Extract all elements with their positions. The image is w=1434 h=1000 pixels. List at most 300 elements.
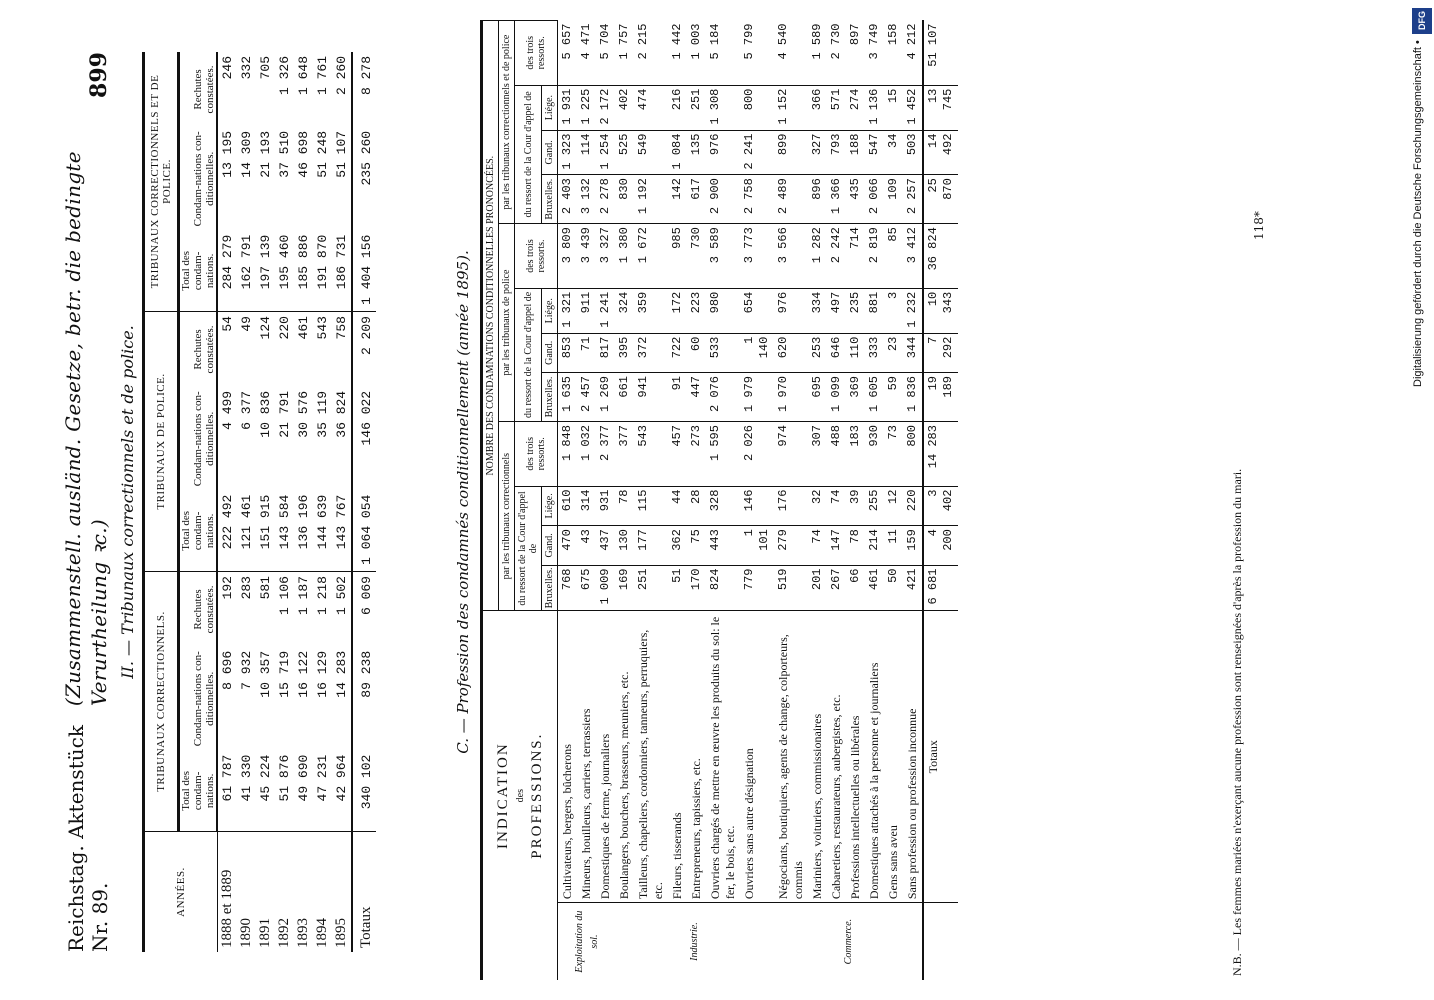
section-c-title: C. — Profession des condamnés conditionnellement (année 1895). [454, 250, 472, 754]
value-cell: 49 690 [294, 751, 313, 832]
value-cell: 359 [634, 288, 668, 333]
value-cell: 362 [668, 526, 687, 565]
section-c-body [558, 21, 924, 981]
nb-footnote: N.B. — Les femmes mariées n'exerçant aucune profession sont renseignées d'après la profession du mari. [1230, 468, 1244, 976]
value-cell: 976 [706, 130, 740, 175]
value-cell: 54 [220, 316, 235, 332]
value-cell: 705 [258, 56, 273, 80]
value-cell: 44 [668, 486, 687, 526]
value-cell: 3 589 [706, 224, 740, 289]
value-cell: 14 309 [239, 130, 254, 178]
profession-label: Gens sans aveu [886, 825, 900, 900]
value-cell: 195 460 [275, 231, 294, 312]
ressort-header: du ressort de la Cour d'appel de [515, 486, 542, 611]
value-cell: 1 452 [903, 85, 923, 130]
value-cell: 533 [706, 333, 740, 372]
value-cell: 3 327 [596, 224, 615, 289]
value-cell: 51 107 [334, 130, 349, 178]
total-cell: 14 492 [923, 130, 958, 175]
value-cell: 421 [903, 565, 923, 611]
totals-label: Totaux [923, 611, 958, 903]
value-cell: 1 009 [596, 565, 615, 611]
value-cell: 1 589 [808, 21, 827, 86]
value-cell: 4 540 [774, 21, 808, 86]
value-cell: 3 [884, 288, 903, 333]
profession-label: Ouvriers sans autre désignation [742, 748, 756, 900]
value-cell: 188 [846, 130, 865, 175]
value-cell: 581 [258, 576, 273, 600]
category-label: Exploitation du sol. [558, 903, 616, 980]
value-cell: 549 [634, 130, 668, 175]
profession-row [615, 21, 634, 981]
subgroup-police: par les tribunaux de police [499, 224, 515, 422]
value-cell: 519 [774, 565, 808, 611]
value-cell: 220 [903, 486, 923, 526]
value-cell: 768 [558, 565, 578, 611]
value-cell: 1 380 [615, 224, 634, 289]
value-cell: 74 [808, 526, 827, 565]
totals-category-cell [923, 903, 958, 980]
col-header: Rechutes constatées. [179, 572, 218, 647]
value-cell: 124 [258, 316, 273, 340]
value-cell: 267 [827, 565, 846, 611]
value-cell: 931 [596, 486, 615, 526]
value-cell: 14 283 [334, 650, 349, 698]
total-cell: 25 870 [923, 175, 958, 224]
value-cell: 675 [577, 565, 596, 611]
col-header: Condam-nations con-ditionnelles. [179, 647, 218, 751]
des-trois-header: des trois ressorts. [515, 422, 558, 487]
value-cell: 158 [884, 21, 903, 86]
group-header-combined: TRIBUNAUX CORRECTIONNELS ET DE POLICE. [144, 52, 179, 312]
profession-label: Mariniers, voituriers, commissionaires [810, 713, 824, 900]
value-cell: 2 819 [865, 224, 884, 289]
value-cell: 214 [865, 526, 884, 565]
value-cell: 71 [577, 333, 596, 372]
value-cell: 324 [615, 288, 634, 333]
value-cell: 6 377 [239, 390, 254, 430]
value-cell: 646 [827, 333, 846, 372]
value-cell: 333 [865, 333, 884, 372]
value-cell: 235 [846, 288, 865, 333]
profession-row [827, 21, 846, 981]
year-row [237, 52, 256, 952]
section-c-totals-row [923, 21, 958, 981]
value-cell: 1 232 [903, 288, 923, 333]
value-cell: 1 757 [615, 21, 634, 86]
value-cell: 974 [774, 422, 808, 487]
value-cell: 151 915 [256, 491, 275, 572]
value-cell: 142 [668, 175, 687, 224]
total-cell: 1 404 156 [352, 231, 376, 312]
value-cell: 2 377 [596, 422, 615, 487]
value-cell: 461 [296, 316, 311, 340]
value-cell: 817 [596, 333, 615, 372]
value-cell: 78 [615, 486, 634, 526]
value-cell: 2 066 [865, 175, 884, 224]
year-row [217, 52, 237, 952]
profession-row [706, 21, 740, 981]
profession-label: Domestiques de ferme, journaliers [598, 733, 612, 900]
value-cell: 91 [668, 372, 687, 421]
value-cell: 11 [884, 526, 903, 565]
value-cell: 5 704 [596, 21, 615, 86]
value-cell: 169 [615, 565, 634, 611]
value-cell: 216 [668, 85, 687, 130]
profession-row [846, 21, 865, 981]
value-cell: 143 767 [332, 491, 352, 572]
value-cell: 49 [239, 316, 254, 332]
running-head-title: (Zusammenstell. ausländ. Gesetze, betr. die bedingte Verurtheilung ꝛc.) [61, 151, 111, 707]
value-cell: 2 257 [903, 175, 923, 224]
subgroup-correctionnels: par les tribunaux correctionnels [499, 422, 515, 611]
section-2-totals-row [352, 52, 376, 952]
total-cell: 235 260 [352, 127, 376, 231]
value-cell: 2 260 [334, 56, 349, 96]
city-header-bruxelles: Bruxelles. [542, 372, 558, 421]
value-cell: 617 [687, 175, 706, 224]
value-cell: 395 [615, 333, 634, 372]
value-cell: 3 749 [865, 21, 884, 86]
value-cell: 273 [687, 422, 706, 487]
value-cell: 176 [774, 486, 808, 526]
value-cell: 251 [634, 565, 668, 611]
value-cell: 372 [634, 333, 668, 372]
signature-mark: 118* [1252, 211, 1266, 240]
value-cell: 1 308 [706, 85, 740, 130]
value-cell: 201 [808, 565, 827, 611]
value-cell: 1 848 [558, 422, 578, 487]
value-cell: 15 [884, 85, 903, 130]
profession-row [558, 21, 578, 981]
total-cell: 19 189 [923, 372, 958, 421]
city-header-bruxelles: Bruxelles. [542, 175, 558, 224]
des-label: des [514, 789, 526, 803]
profession-row [774, 21, 808, 981]
value-cell: 279 [774, 526, 808, 565]
value-cell: 170 [687, 565, 706, 611]
value-cell: 2 403 [558, 175, 578, 224]
value-cell: 21 791 [277, 390, 292, 438]
value-cell: 2 758 [740, 175, 774, 224]
value-cell: 1 192 [634, 175, 668, 224]
dfg-logo: DFG [1412, 8, 1432, 34]
value-cell: 2 730 [827, 21, 846, 86]
value-cell: 251 [687, 85, 706, 130]
profession-label: Entrepreneurs, tapissiers, etc. [689, 758, 703, 900]
value-cell: 10 836 [258, 390, 273, 438]
value-cell: 15 719 [277, 650, 292, 698]
value-cell: 192 [220, 576, 235, 600]
value-cell: 121 461 [237, 491, 256, 572]
value-cell: 21 193 [258, 130, 273, 178]
value-cell: 46 698 [296, 130, 311, 178]
total-cell: 3 402 [923, 486, 958, 526]
value-cell: 930 [865, 422, 884, 487]
value-cell: 897 [846, 21, 865, 86]
value-cell: 1 099 [827, 372, 846, 421]
value-cell: 2 457 [577, 372, 596, 421]
profession-label: Ouvriers chargés de mettre en œuvre les produits du sol: le fer, le bois, etc. [708, 616, 737, 900]
total-cell: 89 238 [352, 647, 376, 751]
value-cell: 5 799 [740, 21, 774, 86]
value-cell: 497 [827, 288, 846, 333]
year-row [256, 52, 275, 952]
value-cell: 1 836 [903, 372, 923, 421]
year-row [313, 52, 332, 952]
value-cell: 980 [706, 288, 740, 333]
value-cell: 366 [808, 85, 827, 130]
total-cell: 2 209 [352, 312, 376, 387]
value-cell: 8 696 [220, 650, 235, 690]
value-cell: 136 196 [294, 491, 313, 572]
value-cell: 36 824 [334, 390, 349, 438]
total-cell: 6 681 [923, 565, 958, 611]
value-cell: 1 106 [277, 576, 292, 616]
value-cell: 474 [634, 85, 668, 130]
value-cell: 7 932 [239, 650, 254, 690]
value-cell: 85 [884, 224, 903, 289]
totals-label: Totaux [352, 832, 376, 953]
value-cell: 143 584 [275, 491, 294, 572]
total-cell: 51 107 [923, 21, 958, 86]
col-header: Total des condam-nations. [179, 231, 218, 312]
value-cell: 222 492 [217, 491, 237, 572]
value-cell: 1 323 [558, 130, 578, 175]
value-cell: 74 [827, 486, 846, 526]
value-cell: 185 886 [294, 231, 313, 312]
indication-label: INDICATION [494, 742, 511, 849]
value-cell: 144 639 [313, 491, 332, 572]
value-cell: 220 [277, 316, 292, 340]
value-cell: 1 442 [668, 21, 687, 86]
city-header-liege: Liége. [542, 486, 558, 526]
value-cell: 159 [903, 526, 923, 565]
value-cell: 135 [687, 130, 706, 175]
subgroup-combined: par les tribunaux correctionnels et de police [499, 21, 515, 224]
year-cell: 1892 [276, 918, 292, 948]
value-cell: 610 [558, 486, 578, 526]
value-cell: 246 [220, 56, 235, 80]
value-cell: 47 231 [313, 751, 332, 832]
profession-row [884, 21, 903, 981]
running-head [61, 52, 113, 952]
value-cell: 61 787 [217, 751, 237, 832]
value-cell: 1 187 [296, 576, 311, 616]
value-cell: 824 [706, 565, 740, 611]
profession-label: Mineurs, houilleurs, carriers, terrassiers [579, 708, 593, 900]
value-cell: 1 979 [740, 372, 774, 421]
value-cell: 1 672 [634, 224, 668, 289]
des-trois-header: des trois ressorts. [515, 224, 558, 289]
dfg-credit-text: Digitalisierung gefördert durch die Deutsche Forschungsgemeinschaft • [1412, 40, 1424, 387]
value-cell: 284 279 [217, 231, 237, 312]
value-cell: 114 [577, 130, 596, 175]
value-cell: 2 026 [740, 422, 774, 487]
value-cell: 1 084 [668, 130, 687, 175]
value-cell: 39 [846, 486, 865, 526]
profession-row [740, 21, 774, 981]
value-cell: 3 809 [558, 224, 578, 289]
profession-label: Sans profession ou profession inconnue [905, 708, 919, 900]
value-cell: 66 [846, 565, 865, 611]
profession-label: Boulangers, bouchers, brasseurs, meuniers, etc. [617, 671, 631, 900]
value-cell: 183 [846, 422, 865, 487]
value-cell: 525 [615, 130, 634, 175]
value-cell: 30 576 [296, 390, 311, 438]
section-2-group-header-row [144, 52, 179, 952]
value-cell: 1 595 [706, 422, 740, 487]
value-cell: 3 773 [740, 224, 774, 289]
value-cell: 1 003 [687, 21, 706, 86]
value-cell: 722 [668, 333, 687, 372]
total-cell: 6 069 [352, 572, 376, 647]
year-cell: 1891 [257, 918, 273, 948]
value-cell: 800 [740, 85, 774, 130]
value-cell: 3 566 [774, 224, 808, 289]
value-cell: 332 [239, 56, 254, 80]
value-cell: 35 119 [315, 390, 330, 438]
value-cell: 5 657 [558, 21, 578, 86]
year-row [332, 52, 352, 952]
value-cell: 41 330 [237, 751, 256, 832]
value-cell: 34 [884, 130, 903, 175]
value-cell: 327 [808, 130, 827, 175]
value-cell: 109 [884, 175, 903, 224]
value-cell: 10 357 [258, 650, 273, 698]
value-cell: 730 [687, 224, 706, 289]
category-label: Commerce. [774, 903, 923, 980]
profession-row [687, 21, 706, 981]
value-cell: 800 [903, 422, 923, 487]
value-cell: 1 970 [774, 372, 808, 421]
value-cell: 2 215 [634, 21, 668, 86]
value-cell: 16 129 [315, 650, 330, 698]
total-cell: 14 283 [923, 422, 958, 487]
section-2-table [142, 52, 376, 952]
value-cell: 197 139 [256, 231, 275, 312]
value-cell: 1 101 [740, 526, 774, 565]
col-header: Rechutes constatées. [179, 312, 218, 387]
total-cell: 7 292 [923, 333, 958, 372]
col-header: Condam-nations con-ditionnelles. [179, 127, 218, 231]
dfg-credit-strip [1410, 0, 1434, 1000]
value-cell: 5 184 [706, 21, 740, 86]
profession-label: Tailleurs, chapeliers, cordonniers, tanneurs, perruquiers, etc. [636, 629, 665, 900]
value-cell: 793 [827, 130, 846, 175]
ressort-header: du ressort de la Cour d'appel de [515, 288, 542, 421]
value-cell: 881 [865, 288, 884, 333]
value-cell: 661 [615, 372, 634, 421]
profession-row [668, 21, 687, 981]
annees-header: ANNÉES. [144, 832, 218, 953]
col-header: Rechutes constatées. [179, 52, 218, 127]
value-cell: 37 510 [277, 130, 292, 178]
year-cell: 1893 [295, 918, 311, 948]
col-header: Total des condam-nations. [179, 491, 218, 572]
group-header-correctionnels: TRIBUNAUX CORRECTIONNELS. [144, 572, 179, 832]
value-cell: 620 [774, 333, 808, 372]
value-cell: 435 [846, 175, 865, 224]
value-cell: 1 321 [558, 288, 578, 333]
city-header-gand: Gand. [542, 526, 558, 565]
value-cell: 1 635 [558, 372, 578, 421]
value-cell: 2 489 [774, 175, 808, 224]
value-cell: 16 122 [296, 650, 311, 698]
ressort-header: du ressort de la Cour d'appel de [515, 85, 542, 224]
section-c-header-row-1 [482, 21, 499, 981]
value-cell: 1 136 [865, 85, 884, 130]
value-cell: 1 032 [577, 422, 596, 487]
value-cell: 147 [827, 526, 846, 565]
value-cell: 162 791 [237, 231, 256, 312]
value-cell: 4 499 [220, 390, 235, 430]
value-cell: 328 [706, 486, 740, 526]
value-cell: 50 [884, 565, 903, 611]
value-cell: 2 278 [596, 175, 615, 224]
value-cell: 43 [577, 526, 596, 565]
value-cell: 110 [846, 333, 865, 372]
value-cell: 223 [687, 288, 706, 333]
value-cell: 51 876 [275, 751, 294, 832]
value-cell: 1 254 [596, 130, 615, 175]
value-cell: 73 [884, 422, 903, 487]
profession-label: Cultivateurs, bergers, bûcherons [560, 744, 574, 900]
city-header-bruxelles: Bruxelles. [542, 565, 558, 611]
profession-row [865, 21, 884, 981]
value-cell: 115 [634, 486, 668, 526]
value-cell: 985 [668, 224, 687, 289]
value-cell: 437 [596, 526, 615, 565]
total-cell: 340 102 [352, 751, 376, 832]
value-cell: 12 [884, 486, 903, 526]
value-cell: 32 [808, 486, 827, 526]
total-cell: 8 278 [352, 52, 376, 127]
value-cell: 1 931 [558, 85, 578, 130]
value-cell: 4 471 [577, 21, 596, 86]
year-cell: 1888 et 1889 [218, 869, 235, 948]
value-cell: 23 [884, 333, 903, 372]
value-cell: 714 [846, 224, 865, 289]
professions-label: PROFESSIONS. [528, 732, 545, 859]
value-cell: 344 [903, 333, 923, 372]
section-2-title: II. — Tribunaux correctionnels et de police. [118, 325, 137, 679]
value-cell: 1 761 [315, 56, 330, 96]
profession-label: Domestiques attachés à la personne et journaliers [867, 662, 881, 900]
col-header: Condam-nations con-ditionnelles. [179, 387, 218, 491]
indication-header [482, 611, 558, 980]
year-cell: 1894 [314, 918, 330, 948]
year-cell: 1890 [238, 918, 254, 948]
col-header: Total des condam-nations. [179, 751, 218, 832]
value-cell: 758 [334, 316, 349, 340]
value-cell: 1 366 [827, 175, 846, 224]
value-cell: 1 241 [596, 288, 615, 333]
value-cell: 307 [808, 422, 827, 487]
year-cell: 1895 [333, 918, 349, 948]
section-c-main-header: NOMBRE DES CONDAMNATIONS CONDITIONNELLES PRONONCÉES. [482, 21, 499, 611]
value-cell: 941 [634, 372, 668, 421]
value-cell: 547 [865, 130, 884, 175]
value-cell: 1 269 [596, 372, 615, 421]
value-cell: 2 241 [740, 130, 774, 175]
value-cell: 488 [827, 422, 846, 487]
profession-row [634, 21, 668, 981]
value-cell: 45 224 [256, 751, 275, 832]
value-cell: 1 648 [296, 56, 311, 96]
total-cell: 4 200 [923, 526, 958, 565]
value-cell: 830 [615, 175, 634, 224]
